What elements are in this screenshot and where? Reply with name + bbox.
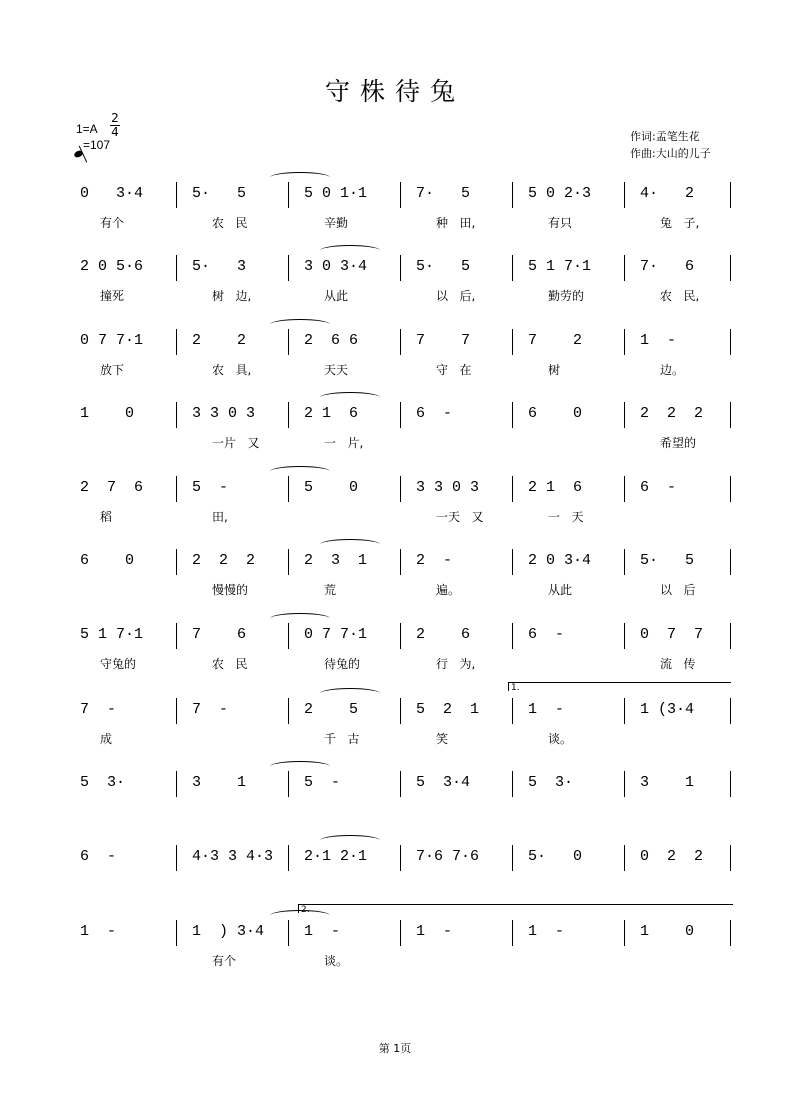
measure: 1 -: [80, 923, 117, 940]
measure: 2 -: [416, 552, 453, 569]
measure: 1 ) 3·4: [192, 923, 265, 940]
lyric: 一片 又: [212, 436, 260, 450]
measure: 2 6: [416, 626, 471, 643]
lyric: 撞死: [100, 289, 125, 303]
measure: 4·3 3 4·3: [192, 848, 274, 865]
measure: 7 7: [416, 332, 471, 349]
barline: [730, 182, 731, 208]
barline: [730, 771, 731, 797]
lyric: 农 民,: [660, 289, 700, 303]
barline: [400, 698, 401, 724]
notes-line: [70, 253, 730, 281]
measure: 2 2 2: [640, 405, 704, 422]
barline: [176, 182, 177, 208]
lyric: 有只: [548, 216, 573, 230]
lyric: 以 后: [660, 583, 696, 597]
notes-line: [70, 400, 730, 428]
lyric: 有个: [212, 954, 237, 968]
slur: [270, 319, 330, 330]
barline: [288, 182, 289, 208]
barline: [512, 698, 513, 724]
barline: [512, 329, 513, 355]
volta-bracket: 2.: [298, 904, 733, 913]
measure: 1 -: [528, 701, 565, 718]
measure: 5· 5: [416, 258, 471, 275]
measure: 7 2: [528, 332, 583, 349]
barline: [288, 920, 289, 946]
lyric: 从此: [548, 583, 573, 597]
measure: 0 3·4: [80, 185, 144, 202]
barline: [288, 549, 289, 575]
lyric: 辛勤: [324, 216, 349, 230]
barline: [624, 845, 625, 871]
measure: 7 -: [80, 701, 117, 718]
measure: 2 1 6: [304, 405, 359, 422]
volta-bracket: 1.: [508, 682, 731, 691]
measure: 5 0 1·1: [304, 185, 368, 202]
measure: 4· 2: [640, 185, 695, 202]
lyric: 一天 又: [436, 510, 484, 524]
slur: [320, 688, 380, 699]
barline: [730, 845, 731, 871]
barline: [730, 623, 731, 649]
barline: [512, 549, 513, 575]
tempo-marking: [74, 138, 110, 152]
measure: 2 2: [192, 332, 247, 349]
barline: [624, 771, 625, 797]
lyric: 流 传: [660, 657, 696, 671]
barline: [624, 329, 625, 355]
lyric: 守兔的: [100, 657, 137, 671]
measure: 1 -: [528, 923, 565, 940]
lyric: 勤劳的: [548, 289, 585, 303]
measure: 5· 5: [192, 185, 247, 202]
barline: [730, 402, 731, 428]
slur: [270, 466, 330, 477]
measure: 2·1 2·1: [304, 848, 368, 865]
measure: 1 -: [416, 923, 453, 940]
barline: [288, 845, 289, 871]
barline: [624, 623, 625, 649]
notes-line: [70, 547, 730, 575]
notes-line: [70, 843, 730, 871]
lyric: 谈。: [324, 954, 349, 968]
barline: [624, 182, 625, 208]
composer-credit: 作曲:大山的儿子: [630, 147, 711, 160]
barline: [176, 255, 177, 281]
measure: 5 3·4: [416, 774, 471, 791]
measure: 5· 5: [640, 552, 695, 569]
lyric: 放下: [100, 363, 125, 377]
barline: [512, 771, 513, 797]
measure: 5 1 7·1: [80, 626, 144, 643]
measure: 6 -: [80, 848, 117, 865]
notes-line: [70, 769, 730, 797]
lyric: 行 为,: [436, 657, 476, 671]
measure: 2 0 3·4: [528, 552, 592, 569]
barline: [512, 845, 513, 871]
lyric: 以 后,: [436, 289, 476, 303]
notes-line: [70, 621, 730, 649]
measure: 1 (3·4: [640, 701, 695, 718]
notes-line: [70, 474, 730, 502]
notes-line: [70, 180, 730, 208]
barline: [730, 255, 731, 281]
barline: [624, 255, 625, 281]
barline: [624, 920, 625, 946]
measure: 5 3·: [528, 774, 574, 791]
barline: [730, 476, 731, 502]
lyric: 荒: [324, 583, 337, 597]
barline: [288, 255, 289, 281]
lyric: 边。: [660, 363, 685, 377]
measure: 2 3 1: [304, 552, 368, 569]
measure: 1 -: [640, 332, 677, 349]
lyric: 树 边,: [212, 289, 252, 303]
lyric: 兔 子,: [660, 216, 700, 230]
measure: 3 1: [192, 774, 247, 791]
lyric: 有个: [100, 216, 125, 230]
barline: [400, 920, 401, 946]
lyric: 天天: [324, 363, 349, 377]
barline: [730, 329, 731, 355]
lyric: 农 民: [212, 216, 248, 230]
barline: [176, 329, 177, 355]
time-signature-top: 2: [111, 111, 119, 125]
measure: 6 -: [416, 405, 453, 422]
barline: [176, 402, 177, 428]
measure: 0 2 2: [640, 848, 704, 865]
measure: 2 2 2: [192, 552, 256, 569]
barline: [512, 402, 513, 428]
barline: [730, 920, 731, 946]
barline: [400, 255, 401, 281]
lyric: 慢慢的: [212, 583, 249, 597]
barline: [176, 771, 177, 797]
measure: 3 0 3·4: [304, 258, 368, 275]
measure: 2 1 6: [528, 479, 583, 496]
time-signature-bottom: 4: [111, 125, 119, 139]
barline: [176, 845, 177, 871]
measure: 6 -: [640, 479, 677, 496]
lyric: 树: [548, 363, 561, 377]
slur: [270, 613, 330, 624]
barline: [400, 549, 401, 575]
notes-line: [70, 696, 730, 724]
measure: 2 5: [304, 701, 359, 718]
lyric: 千 古: [324, 732, 360, 746]
barline: [512, 182, 513, 208]
lyric: 农 具,: [212, 363, 252, 377]
lyric: 笑: [436, 732, 449, 746]
measure: 7·6 7·6: [416, 848, 480, 865]
measure: 5 -: [192, 479, 229, 496]
measure: 1 -: [304, 923, 341, 940]
measure: 5 -: [304, 774, 341, 791]
lyric: 一 天: [548, 510, 584, 524]
slur: [320, 392, 380, 403]
barline: [512, 255, 513, 281]
measure: 5 2 1: [416, 701, 480, 718]
measure: 0 7 7·1: [304, 626, 368, 643]
barline: [400, 771, 401, 797]
barline: [624, 476, 625, 502]
barline: [400, 329, 401, 355]
lyric: 遍。: [436, 583, 461, 597]
tempo-value: =107: [83, 138, 111, 152]
lyric: 成: [100, 732, 113, 746]
lyric: 待兔的: [324, 657, 361, 671]
lyric: 从此: [324, 289, 349, 303]
lyric: 守 在: [436, 363, 472, 377]
measure: 3 3 0 3: [416, 479, 480, 496]
notes-line: [70, 918, 730, 946]
lyric: 希望的: [660, 436, 697, 450]
measure: 2 0 5·6: [80, 258, 144, 275]
barline: [400, 623, 401, 649]
measure: 7· 5: [416, 185, 471, 202]
barline: [288, 771, 289, 797]
measure: 2 7 6: [80, 479, 144, 496]
song-title: 守株待兔: [324, 77, 465, 106]
barline: [624, 402, 625, 428]
measure: 3 1: [640, 774, 695, 791]
barline: [288, 329, 289, 355]
barline: [288, 476, 289, 502]
measure: 5· 3: [192, 258, 247, 275]
barline: [624, 549, 625, 575]
measure: 7· 6: [640, 258, 695, 275]
barline: [730, 698, 731, 724]
lyricist-credit: 作词:孟笔生花: [630, 130, 700, 143]
barline: [400, 845, 401, 871]
barline: [512, 623, 513, 649]
slur: [320, 245, 380, 256]
measure: 7 6: [192, 626, 247, 643]
barline: [400, 402, 401, 428]
lyric: 田,: [212, 510, 228, 524]
page-number: 第 1页: [378, 1042, 412, 1055]
barline: [512, 476, 513, 502]
barline: [288, 698, 289, 724]
notes-line: [70, 327, 730, 355]
barline: [176, 698, 177, 724]
barline: [512, 920, 513, 946]
key-signature: 1=A: [76, 122, 98, 136]
measure: 5 0: [304, 479, 359, 496]
measure: 0 7 7: [640, 626, 704, 643]
barline: [288, 623, 289, 649]
lyric: 一 片,: [324, 436, 364, 450]
measure: 1 0: [640, 923, 695, 940]
lyric: 稻: [100, 510, 113, 524]
slur: [320, 835, 380, 846]
barline: [288, 402, 289, 428]
slur: [270, 761, 330, 772]
barline: [176, 476, 177, 502]
measure: 5 3·: [80, 774, 126, 791]
barline: [176, 920, 177, 946]
slur: [270, 172, 330, 183]
barline: [176, 549, 177, 575]
measure: 6 0: [80, 552, 135, 569]
measure: 3 3 0 3: [192, 405, 256, 422]
lyric: 种 田,: [436, 216, 476, 230]
barline: [176, 623, 177, 649]
measure: 7 -: [192, 701, 229, 718]
quarter-note-icon: [73, 149, 84, 158]
lyric: 谈。: [548, 732, 573, 746]
measure: 0 7 7·1: [80, 332, 144, 349]
time-signature: [110, 112, 120, 139]
measure: 1 0: [80, 405, 135, 422]
barline: [400, 182, 401, 208]
measure: 6 0: [528, 405, 583, 422]
measure: 5· 0: [528, 848, 583, 865]
barline: [624, 698, 625, 724]
lyric: 农 民: [212, 657, 248, 671]
barline: [400, 476, 401, 502]
measure: 5 1 7·1: [528, 258, 592, 275]
measure: 6 -: [528, 626, 565, 643]
barline: [730, 549, 731, 575]
slur: [320, 539, 380, 550]
measure: 5 0 2·3: [528, 185, 592, 202]
measure: 2 6 6: [304, 332, 359, 349]
